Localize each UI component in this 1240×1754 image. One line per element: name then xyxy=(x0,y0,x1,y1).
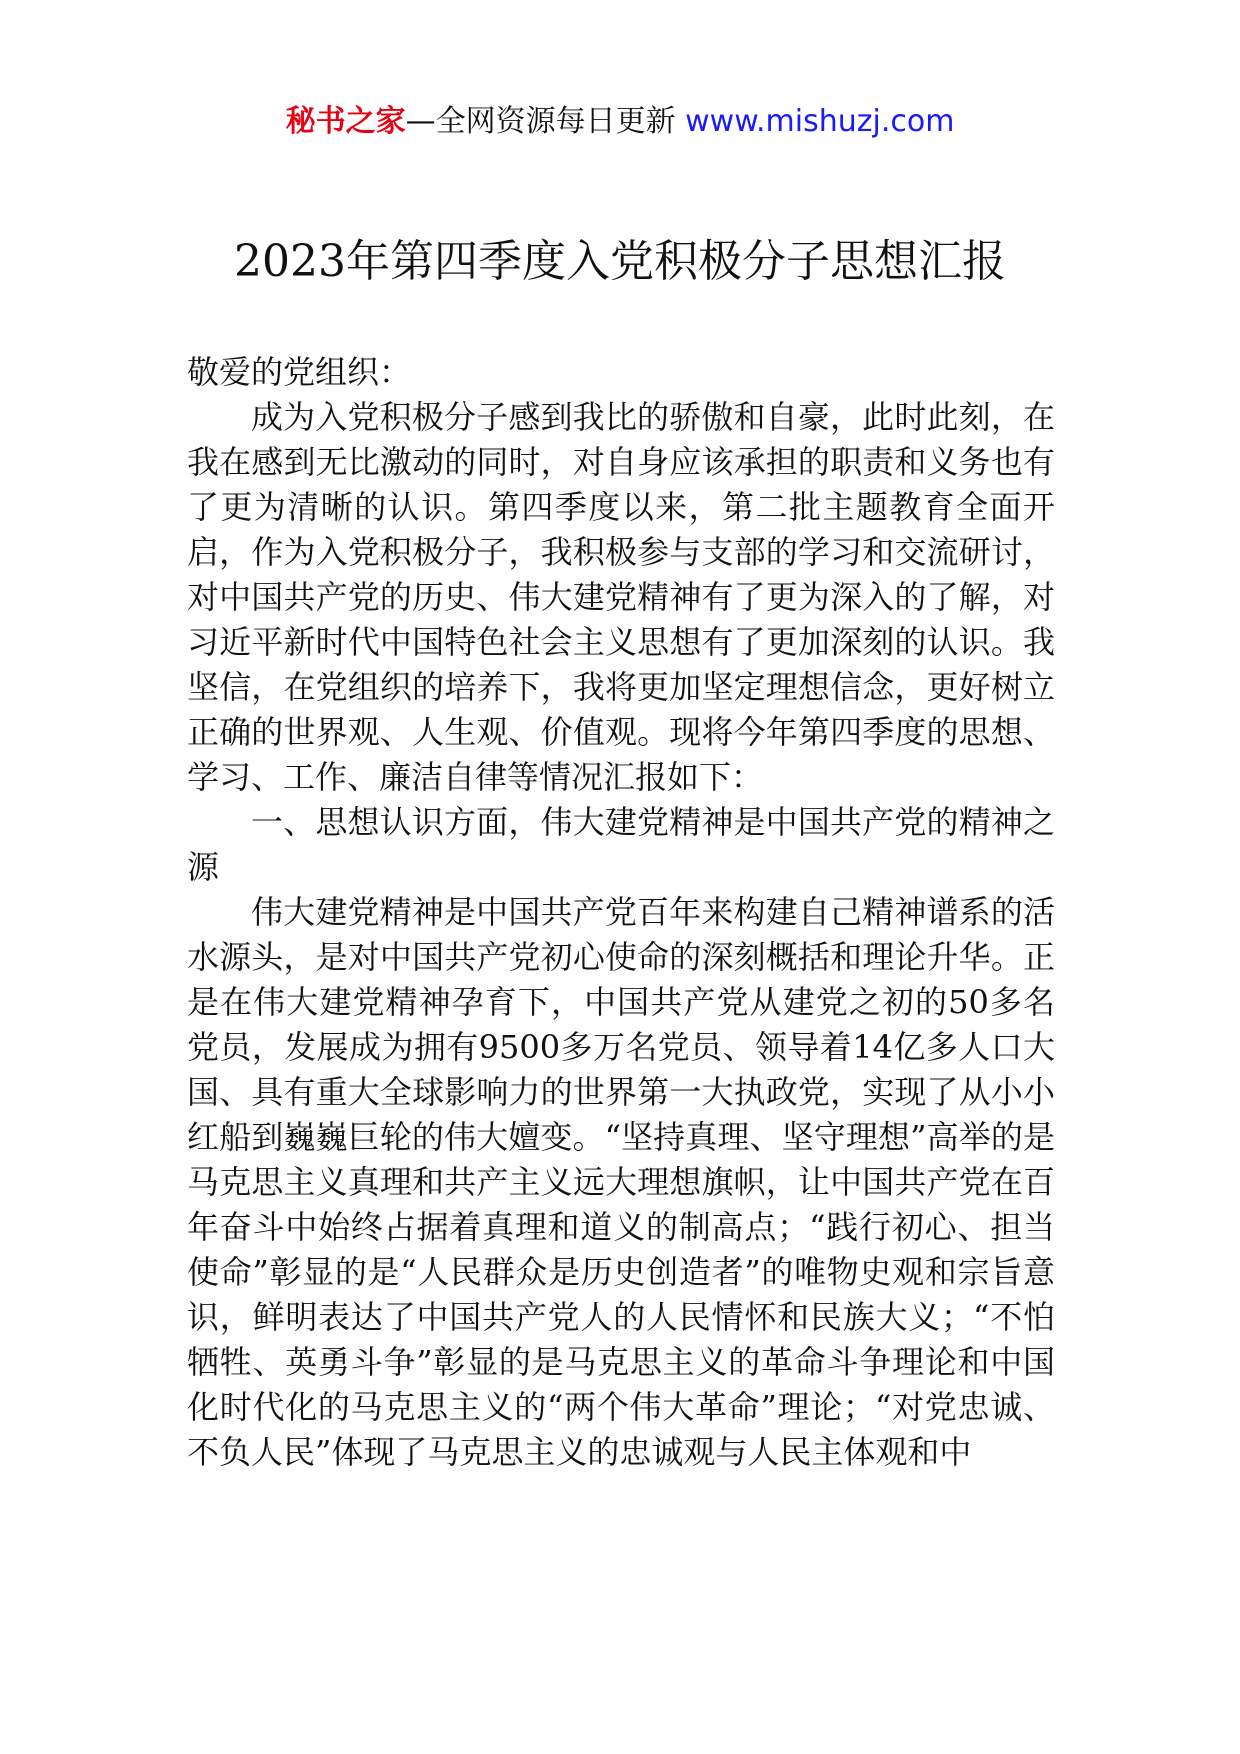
site-url-link[interactable]: www.mishuzj.com xyxy=(685,104,955,139)
body-paragraph: 伟大建党精神是中国共产党百年来构建自己精神谱系的活水源头，是对中国共产党初心使命的深刻概括和理论升华。正是在伟大建党精神孕育下，中国共产党从建党之初的50多名党员，发展成为拥有9500多万名党员、领导着14亿多人口大国、具有重大全球影响力的世界第一大执政党，实现了从小小红船到巍巍巨轮的伟大嬗变。“坚持真理、坚守理想”高举的是马克思主义真理和共产主义远大理想旗帜，让中国共产党在百年奋斗中始终占据着真理和道义的制高点；“践行初心、担当使命”彰显的是“人民群众是历史创造者”的唯物史观和宗旨意识，鲜明表达了中国共产党人的人民情怀和民族大义；“不怕牺牲、英勇斗争”彰显的是马克思主义的革命斗争理论和中国化时代化的马克思主义的“两个伟大革命”理论；“对党忠诚、不负人民”体现了马克思主义的忠诚观与人民主体观和中 xyxy=(187,893,1055,1471)
brand-name: 秘书之家 xyxy=(285,104,406,139)
body-paragraph: 成为入党积极分子感到我比的骄傲和自豪，此时此刻，在我在感到无比激动的同时，对自身应该承担的职责和义务也有了更为清晰的认识。第四季度以来，第二批主题教育全面开启，作为入党积极分子，我积极参与支部的学习和交流研讨，对中国共产党的历史、伟大建党精神有了更为深入的了解，对习近平新时代中国特色社会主义思想有了更加深刻的认识。我坚信，在党组织的培养下，我将更加坚定理想信念，更好树立正确的世界观、人生观、价值观。现将今年第四季度的思想、学习、工作、廉洁自律等情况汇报如下： xyxy=(187,398,1055,796)
section-heading: 一、思想认识方面，伟大建党精神是中国共产党的精神之源 xyxy=(187,803,1055,886)
document-body xyxy=(187,350,1055,1475)
salutation: 敬爱的党组织： xyxy=(187,353,412,391)
site-header xyxy=(0,100,1240,144)
document-title: 2023年第四季度入党积极分子思想汇报 xyxy=(234,236,1006,287)
header-slogan: —全网资源每日更新 xyxy=(405,104,676,139)
